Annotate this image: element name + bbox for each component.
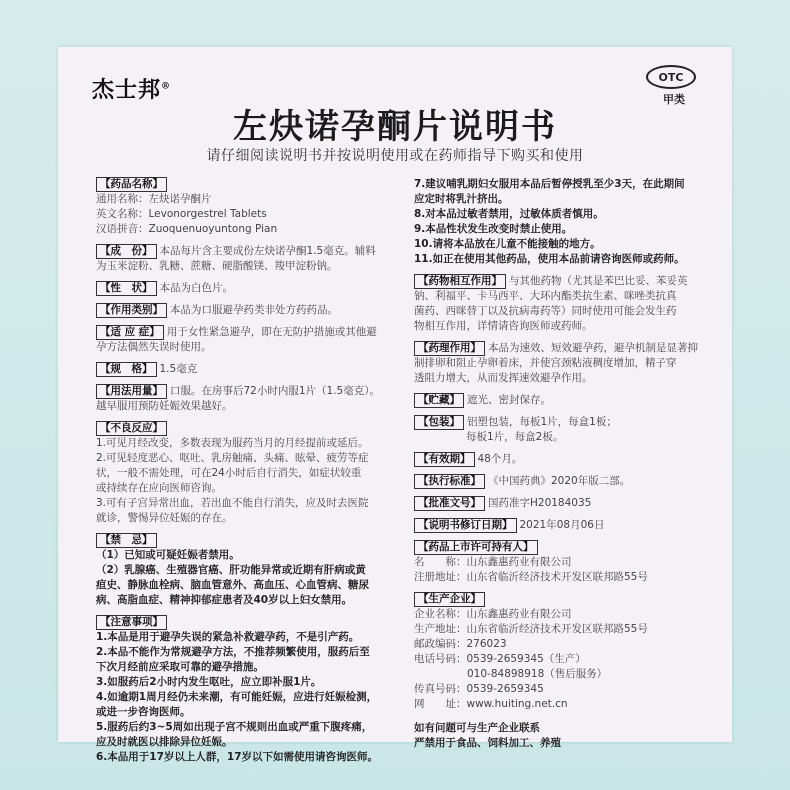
instruction-leaflet — [58, 47, 732, 763]
section-notes — [96, 615, 396, 765]
section-text: 遮光、密封保存。 — [467, 394, 551, 406]
section-text: 1.5毫克 — [159, 363, 198, 375]
list-item: 或进一步咨询医师。 — [96, 706, 191, 718]
section-label: 【注意事项】 — [96, 615, 167, 630]
manufacturer-zip: 邮政编码：276023 — [414, 638, 507, 650]
list-item: 状，一般不需处理，可在24小时后自行消失，如症状较重 — [96, 467, 362, 479]
section-label: 【执行标准】 — [414, 474, 485, 489]
section-pharmacology — [414, 341, 710, 386]
manufacturer-address: 生产地址：山东省临沂经济技术开发区联邦路55号 — [414, 623, 648, 635]
section-label: 【成 份】 — [96, 244, 157, 259]
list-item: 7.建议哺乳期妇女服用本品后暂停授乳至少3天，在此期间 — [414, 178, 685, 190]
list-item: 病、高脂血症、精神抑郁症患者及40岁以上妇女禁用。 — [96, 594, 353, 606]
section-text: 菌药、西咪替丁以及抗病毒药等）同时使用可能会发生药 — [414, 305, 677, 317]
left-column — [96, 175, 396, 765]
section-text: 本品为速效、短效避孕药，避孕机制是显著抑 — [488, 342, 698, 354]
section-revised — [414, 518, 710, 533]
right-column — [414, 175, 710, 751]
section-label: 【贮藏】 — [414, 393, 464, 408]
section-drug-name — [96, 177, 396, 237]
list-item: 6.本品用于17岁以上人群，17岁以下如需使用请咨询医师。 — [96, 751, 379, 763]
otc-badge: OTC — [646, 65, 696, 89]
section-label: 【禁 忌】 — [96, 533, 157, 548]
section-text: 每板1片，每盒2板。 — [466, 431, 564, 443]
section-package — [414, 415, 710, 445]
section-label: 【规 格】 — [96, 362, 157, 377]
holder-address: 注册地址：山东省临沂经济技术开发区联邦路55号 — [414, 571, 648, 583]
brand-logo: 杰士邦® — [92, 77, 172, 103]
list-item: 11.如正在使用其他药品，使用本品前请咨询医师或药师。 — [414, 253, 685, 265]
section-indication — [96, 325, 396, 355]
section-text: 用于女性紧急避孕，即在无防护措施或其他避 — [166, 326, 377, 338]
list-item: 疸史、静脉血栓病、脑血管意外、高血压、心血管病、糖尿 — [96, 579, 369, 591]
otc-class: 甲类 — [663, 93, 685, 106]
section-text: 本品为白色片。 — [159, 282, 233, 294]
section-notes-continued — [414, 177, 710, 267]
manufacturer-phone: 电话号码：0539-2659345（生产） — [414, 653, 586, 665]
list-item: 2.本品不能作为常规避孕方法，不推荐频繁使用，服药后至 — [96, 646, 370, 658]
section-text: 本品每片含主要成份左炔诺孕酮1.5毫克。辅料 — [159, 245, 376, 257]
list-item: 3.可有子宫异常出血，若出血不能自行消失，应及时去医院 — [96, 497, 369, 509]
list-item: 2.可见轻度恶心、呕吐、乳房触痛、头痛、眩晕、疲劳等症 — [96, 452, 369, 464]
section-label: 【性 状】 — [96, 281, 157, 296]
section-storage — [414, 393, 710, 408]
section-text: 越早服用预防妊娠效果越好。 — [96, 400, 233, 412]
section-text: 钠、利福平、卡马西平、大环内酯类抗生素、咪唑类抗真 — [414, 290, 677, 302]
section-text: 与其他药物（尤其是苯巴比妥、苯妥英 — [509, 275, 688, 287]
section-dosage — [96, 384, 396, 414]
section-spec — [96, 362, 396, 377]
manufacturer-website: 网 址：www.huiting.net.cn — [414, 698, 568, 710]
manufacturer-phone: 010-84898918（售后服务） — [467, 668, 608, 680]
section-text: 口服。在房事后72小时内服1片（1.5毫克）。 — [170, 385, 380, 397]
section-text: 物相互作用，详情请咨询医师或药师。 — [414, 320, 593, 332]
list-item: 4.如逾期1周月经仍未来潮，有可能妊娠，应进行妊娠检测， — [96, 691, 378, 703]
list-item: 1.可见月经改变，多数表现为服药当月的月经提前或延后。 — [96, 437, 369, 449]
section-approval — [414, 496, 710, 511]
list-item: 9.本品性状发生改变时禁止使用。 — [414, 223, 573, 235]
section-label: 【批准文号】 — [414, 496, 485, 511]
list-item: 3.如服药后2小时内发生呕吐，应立即补服1片。 — [96, 676, 322, 688]
section-standard — [414, 474, 710, 489]
section-text: 国药准字H20184035 — [488, 497, 592, 509]
pinyin-name: 汉语拼音：Zuoquenuoyuntong Pian — [96, 223, 278, 235]
list-item: 就诊，警惕异位妊娠的存在。 — [96, 512, 233, 524]
contact-note: 如有问题可与生产企业联系 — [414, 722, 540, 734]
list-item: （2）乳腺癌、生殖器官癌、肝功能异常或近期有肝病或黄 — [96, 564, 366, 576]
section-text: 孕方法偶然失误时使用。 — [96, 341, 212, 353]
section-text: 为玉米淀粉、乳糖、蔗糖、硬脂酸镁、羧甲淀粉钠。 — [96, 260, 338, 272]
list-item: 8.对本品过敏者禁用，过敏体质者慎用。 — [414, 208, 604, 220]
section-text: 48个月。 — [477, 453, 523, 465]
section-adverse — [96, 421, 396, 526]
section-label: 【药物相互作用】 — [414, 274, 506, 289]
section-text: 2021年08月06日 — [519, 519, 605, 531]
section-label: 【作用类别】 — [96, 303, 167, 318]
list-item: 5.服药后约3~5周如出现子宫不规则出血或严重下腹疼痛， — [96, 721, 373, 733]
list-item: 10.请将本品放在儿童不能接触的地方。 — [414, 238, 601, 250]
section-text: 本品为口服避孕药类非处方药药品。 — [170, 304, 338, 316]
section-ingredients — [96, 244, 396, 274]
section-label: 【适 应 症】 — [96, 325, 164, 340]
section-label: 【不良反应】 — [96, 421, 167, 436]
section-label: 【药品上市许可持有人】 — [414, 540, 538, 555]
prohibition-note: 严禁用于食品、饲料加工、养殖 — [414, 737, 561, 749]
section-text: 制排卵和阻止孕卵着床，并使宫颈粘液稠度增加，精子穿 — [414, 357, 677, 369]
section-text: 铝塑包装，每板1片，每盒1板； — [467, 416, 617, 428]
section-validity — [414, 452, 710, 467]
list-item: （1）已知或可疑妊娠者禁用。 — [96, 549, 240, 561]
section-manufacturer — [414, 592, 710, 712]
holder-name: 名 称：山东鑫惠药业有限公司 — [414, 556, 572, 568]
list-item: 下次月经前应采取可靠的避孕措施。 — [96, 661, 264, 673]
section-contraindications — [96, 533, 396, 608]
section-text: 《中国药典》2020年版二部。 — [488, 475, 631, 487]
list-item: 应定时将乳汁挤出。 — [414, 193, 509, 205]
section-label: 【药品名称】 — [96, 177, 167, 192]
section-character — [96, 281, 396, 296]
section-label: 【有效期】 — [414, 452, 475, 467]
manufacturer-fax: 传真号码：0539-2659345 — [414, 683, 544, 695]
section-label: 【说明书修订日期】 — [414, 518, 517, 533]
section-category — [96, 303, 396, 318]
english-name: 英文名称：Levonorgestrel Tablets — [96, 208, 267, 220]
section-interaction — [414, 274, 710, 334]
list-item: 1.本品是用于避孕失误的紧急补救避孕药，不是引产药。 — [96, 631, 360, 643]
section-label: 【生产企业】 — [414, 592, 485, 607]
list-item: 应及时就医以排除异位妊娠。 — [96, 736, 233, 748]
page-title: 左炔诺孕酮片说明书 — [233, 107, 557, 147]
section-label: 【用法用量】 — [96, 384, 167, 399]
list-item: 或持续存在应向医师咨询。 — [96, 482, 222, 494]
section-label: 【药理作用】 — [414, 341, 485, 356]
common-name: 通用名称：左炔诺孕酮片 — [96, 193, 212, 205]
section-text: 透阻力增大，从而发挥速效避孕作用。 — [414, 372, 593, 384]
section-label: 【包装】 — [414, 415, 464, 430]
manufacturer-name: 企业名称：山东鑫惠药业有限公司 — [414, 608, 572, 620]
section-holder — [414, 540, 710, 585]
page-subtitle: 请仔细阅读说明书并按说明使用或在药师指导下购买和使用 — [206, 148, 584, 164]
